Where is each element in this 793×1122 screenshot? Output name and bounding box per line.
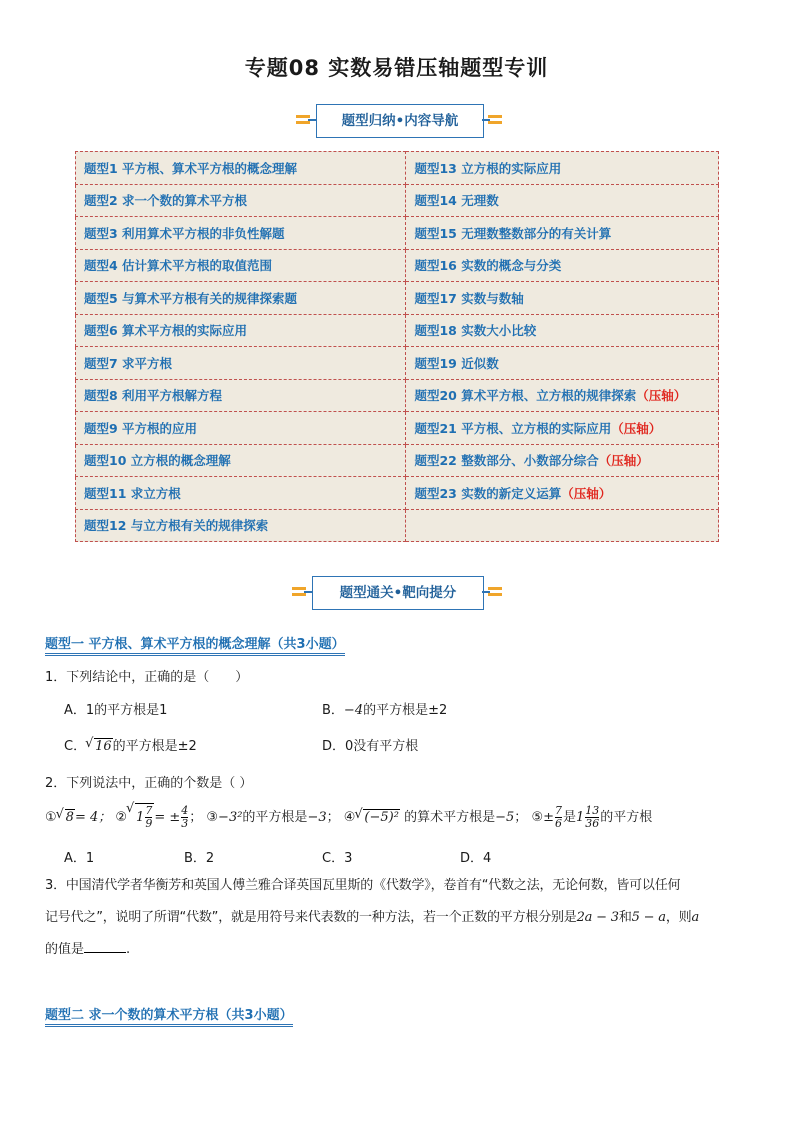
banner-deco-icon xyxy=(488,585,502,599)
toc-item-label: 题型14 无理数 xyxy=(414,193,499,209)
section-heading: 题型一 平方根、算术平方根的概念理解（共3小题） xyxy=(45,633,345,656)
toc-row xyxy=(76,152,719,185)
banner-label: 题型通关•靶向提分 xyxy=(312,576,484,610)
toc-row xyxy=(76,379,719,412)
toc-item[interactable] xyxy=(406,379,719,412)
sqrt-symbol: √ 1 $\frac{7}{9}$ xyxy=(135,803,154,830)
toc-row xyxy=(76,314,719,347)
toc-item[interactable] xyxy=(406,477,719,510)
option-a: A．1的平方根是1 xyxy=(64,703,168,718)
option-c: C．3 xyxy=(322,851,353,866)
toc-item[interactable] xyxy=(406,152,719,185)
toc-item[interactable]: 题型1 平方根、算术平方根的概念理解 xyxy=(76,152,406,185)
banner-label: 题型归纳•内容导航 xyxy=(316,104,484,138)
toc-row xyxy=(76,412,719,445)
toc-row xyxy=(76,444,719,477)
option-d: D．4 xyxy=(460,851,492,866)
toc-item[interactable]: 题型4 估计算术平方根的取值范围 xyxy=(76,249,406,282)
option-b: B．−4的平方根是±2 xyxy=(322,703,448,718)
toc-item[interactable]: 题型6 算术平方根的实际应用 xyxy=(76,314,406,347)
question-items: ①√ 8= 4； ②√ 1 $\frac{7}{9}$ = ± $\frac{4}{3}$ ； ③−3²的平方根是−3； ④√ (−5)² 的算术平方根是−5； ⑤± $\frac{7}{6}$ 是1 $\frac{13}{36}$ 的平方根 xyxy=(45,803,652,830)
toc-item[interactable] xyxy=(406,347,719,380)
toc-item[interactable] xyxy=(406,282,719,315)
toc-item-label: 题型15 无理数整数部分的有关计算 xyxy=(414,225,612,241)
toc-item[interactable]: 题型8 利用平方根解方程 xyxy=(76,379,406,412)
toc-item[interactable]: 题型2 求一个数的算术平方根 xyxy=(76,184,406,217)
toc-item-tag: （压轴） xyxy=(561,485,612,501)
toc-item[interactable] xyxy=(406,217,719,250)
sqrt-symbol: √ 8 xyxy=(65,809,75,825)
question-stem: 2．下列说法中，正确的个数是（ ） xyxy=(45,776,253,791)
toc-row xyxy=(76,509,719,542)
toc-table xyxy=(75,151,719,542)
toc-item[interactable]: 题型10 立方根的概念理解 xyxy=(76,444,406,477)
sqrt-symbol: √ 16 xyxy=(94,738,113,754)
toc-item-label: 题型16 实数的概念与分类 xyxy=(414,258,562,274)
toc-item-tag: （压轴） xyxy=(611,420,662,436)
option-c: C．√ 16的平方根是±2 xyxy=(64,735,197,754)
answer-blank[interactable] xyxy=(84,940,126,953)
question-3: 3．中国清代学者华衡芳和英国人傅兰雅合译英国瓦里斯的《代数学》，卷首有“代数之法，无论何数，皆可以任何 记号代之”，说明了所谓“代数”，就是用符号来代表数的一种方法，若一个正数的平方根分别是2a − 3和5 − a，则a 的值是 . xyxy=(45,878,700,957)
sqrt-symbol: √ (−5)² xyxy=(363,809,400,825)
toc-item-label: 题型22 整数部分、小数部分综合 xyxy=(414,453,599,469)
toc-item-label: 题型13 立方根的实际应用 xyxy=(414,160,562,176)
toc-item[interactable]: 题型11 求立方根 xyxy=(76,477,406,510)
toc-row xyxy=(76,282,719,315)
option-b: B．2 xyxy=(184,851,215,866)
toc-item[interactable] xyxy=(406,184,719,217)
section-heading: 题型二 求一个数的算术平方根（共3小题） xyxy=(45,1004,293,1027)
toc-item[interactable]: 题型12 与立方根有关的规律探索 xyxy=(76,509,406,542)
option-d: D．0没有平方根 xyxy=(322,739,419,754)
toc-item[interactable] xyxy=(406,249,719,282)
toc-row xyxy=(76,347,719,380)
toc-banner xyxy=(296,104,502,138)
toc-item xyxy=(406,509,719,542)
toc-item[interactable]: 题型9 平方根的应用 xyxy=(76,412,406,445)
toc-item[interactable]: 题型5 与算术平方根有关的规律探索题 xyxy=(76,282,406,315)
toc-item-label: 题型21 平方根、立方根的实际应用 xyxy=(414,420,612,436)
page-title: 专题08 实数易错压轴题型专训 xyxy=(244,56,549,80)
toc-item-label: 题型17 实数与数轴 xyxy=(414,290,524,306)
toc-item[interactable]: 题型3 利用算术平方根的非负性解题 xyxy=(76,217,406,250)
toc-item-tag: （压轴） xyxy=(598,453,649,469)
question-stem: 1．下列结论中，正确的是（ ） xyxy=(45,670,249,685)
toc-item[interactable] xyxy=(406,412,719,445)
toc-item-label: 题型20 算术平方根、立方根的规律探索 xyxy=(414,388,637,404)
toc-item-tag: （压轴） xyxy=(636,388,687,404)
toc-row xyxy=(76,249,719,282)
toc-row xyxy=(76,217,719,250)
toc-item[interactable]: 题型7 求平方根 xyxy=(76,347,406,380)
toc-item-label: 题型23 实数的新定义运算 xyxy=(414,485,562,501)
toc-item[interactable] xyxy=(406,314,719,347)
toc-item-label: 题型19 近似数 xyxy=(414,355,499,371)
banner-deco-icon xyxy=(488,113,502,127)
practice-banner xyxy=(292,576,502,610)
toc-row xyxy=(76,184,719,217)
toc-item-label: 题型18 实数大小比较 xyxy=(414,323,537,339)
option-a: A．1 xyxy=(64,851,95,866)
toc-item[interactable] xyxy=(406,444,719,477)
toc-row xyxy=(76,477,719,510)
